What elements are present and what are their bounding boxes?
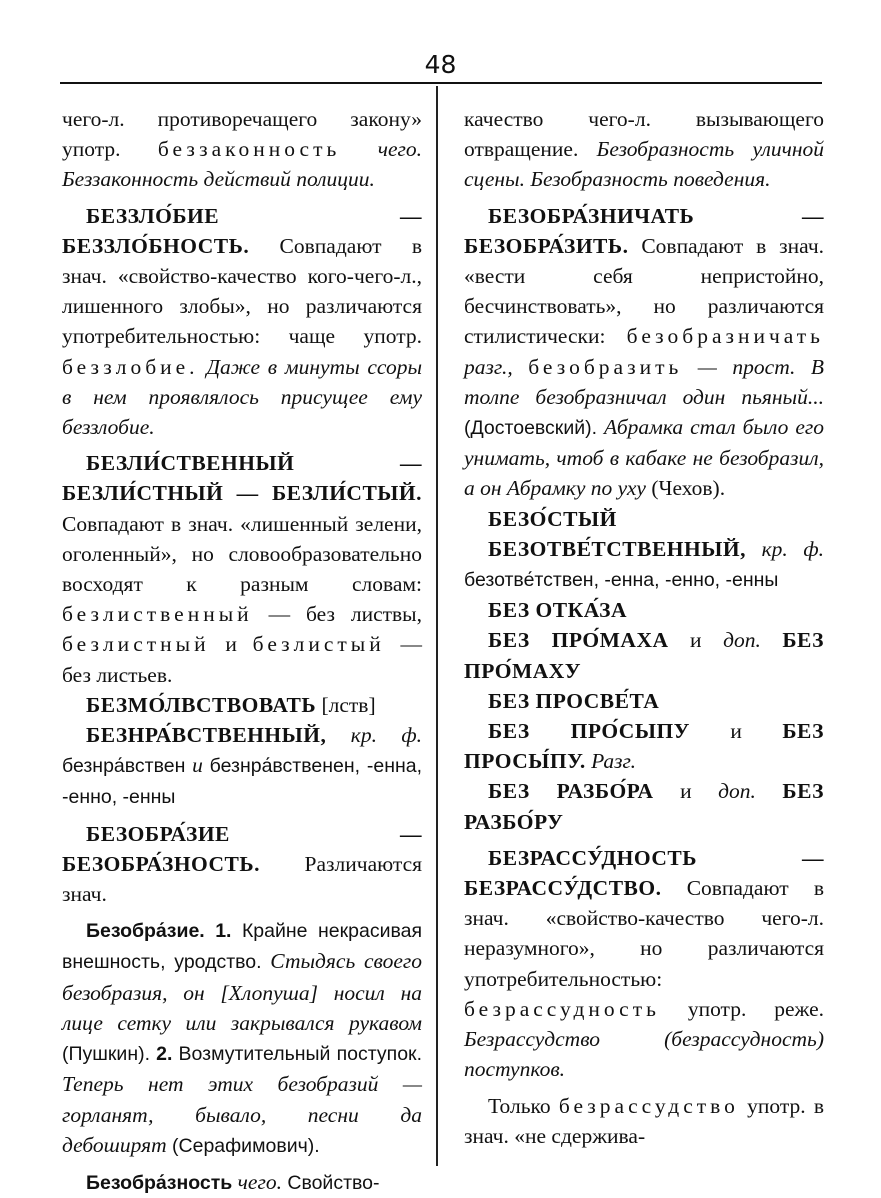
pronunciation-note: [лств]	[321, 692, 376, 717]
headword: БЕЗО́СТЫЙ	[488, 506, 617, 531]
entry-bezobraznichat	[464, 201, 824, 504]
left-column	[62, 104, 422, 1198]
style-label: разг.,	[464, 354, 513, 379]
spaced-term: безлистный	[62, 632, 210, 657]
spaced-term: безлиственный	[62, 602, 253, 627]
word-form: безнра́вствен	[62, 755, 186, 778]
headword: БЕЗЛИ́СТВЕННЫЙ — БЕЗЛИ́СТНЫЙ — БЕЗЛИ́СТЫЙ.	[62, 451, 422, 506]
headword: БЕЗРАССУ́ДНОСТЬ — БЕЗРАССУ́ДСТВО.	[464, 845, 824, 901]
headword: БЕЗОТВЕ́ТСТВЕННЫЙ,	[488, 536, 746, 561]
sense-bezobraznost	[62, 1167, 422, 1198]
headword-variant: БЕЗ ПРОСЫ́ПУ.	[464, 719, 825, 774]
definition-text: Совпадают в знач. «свойство-качество кого-чего-л., лишенного злобы», но различаются употребительностью: чаще употр.	[62, 233, 422, 349]
entry-bez-otkaza	[464, 595, 824, 625]
spaced-term: безрассудность	[464, 996, 660, 1021]
entry-bezmolvstvovat	[62, 690, 422, 720]
entry-bez-prosypu	[464, 716, 824, 776]
sense-bezobrazie	[62, 915, 422, 1161]
definition-text: Различаются знач.	[62, 851, 422, 907]
headword: БЕЗЗЛО́БИЕ — БЕЗЗЛО́БНОСТЬ.	[62, 203, 422, 258]
source-author: (Серафимович).	[172, 1134, 320, 1157]
example-text: Абрамка стал было его унимать, чтоб в кабаке не безобразил, а он Абрамку по уху	[464, 415, 824, 501]
entry-bezotvetstvennyj	[464, 534, 824, 595]
headword-variant: БЕЗ РАЗБО́РУ	[464, 779, 825, 834]
definition-text: употр. в знач. «не сдержива-	[464, 1093, 825, 1148]
grammar-label: доп.	[723, 628, 761, 653]
entry-bezrassudstvo-note	[464, 1091, 824, 1151]
definition-text: Возмутительный поступок.	[178, 1043, 422, 1066]
entry-bez-promaha	[464, 625, 824, 685]
definition-text: чего-л. противоречащего закону» употр.	[62, 107, 422, 162]
style-label: Разг.	[591, 749, 637, 774]
definition-text: — без листвы,	[268, 602, 422, 627]
conjunction: и	[680, 779, 692, 804]
definition-text: Только	[488, 1093, 551, 1118]
example-text: Теперь нет этих безобразий — горланят, бывало, песни да дебоширят	[62, 1072, 422, 1157]
definition-text: и	[225, 632, 237, 657]
right-column	[464, 104, 824, 1151]
spaced-term: безобразничать	[626, 324, 824, 349]
headword: БЕЗМО́ЛВСТВОВАТЬ	[86, 692, 317, 717]
headword: БЕЗОБРА́ЗИЕ — БЕЗОБРА́ЗНОСТЬ.	[62, 821, 422, 876]
word-form: безотве́тствен, -енна, -енно, -енны	[464, 569, 779, 592]
grammar-label: чего.	[237, 1169, 282, 1194]
entry-bez-prosveta	[464, 686, 824, 716]
headword: БЕЗ РАЗБО́РА	[488, 779, 654, 804]
source-author: (Чехов).	[651, 476, 726, 501]
conjunction: и	[192, 753, 203, 778]
column-divider	[436, 86, 438, 1166]
entry-beznravstvennyj	[62, 720, 422, 813]
example-text: Стыдясь своего безобразия, он [Хлопуша] носил на лице сетку или закрывался рукавом	[62, 949, 422, 1035]
word-form: безнра́вственен, -енна, -енно, -енны	[62, 755, 422, 809]
grammar-label: доп.	[718, 779, 756, 804]
headword: БЕЗ ПРОСВЕ́ТА	[488, 688, 660, 713]
headword: БЕЗОБРА́ЗНИЧАТЬ — БЕЗОБРА́ЗИТЬ.	[464, 203, 824, 258]
headword: БЕЗ ПРО́СЫПУ	[488, 719, 690, 744]
spaced-term: беззаконность	[157, 137, 341, 162]
grammar-label: кр. ф.	[761, 536, 825, 561]
example-text: Даже в минуты ссоры в нем проявлялось присущее ему беззлобие.	[62, 354, 422, 440]
spaced-term: беззлобие.	[62, 354, 199, 379]
conjunction: и	[730, 719, 742, 744]
headword-variant: БЕЗ ПРО́МАХУ	[464, 628, 825, 683]
headword: БЕЗ ОТКА́ЗА	[488, 598, 628, 623]
grammar-label: кр. ф.	[350, 723, 423, 748]
sense-heading: Безобра́зие. 1.	[86, 920, 232, 943]
entry-bezobrazie	[62, 819, 422, 910]
entry-continuation	[62, 104, 422, 195]
definition-text: качество чего-л. вызывающего отвращение.	[464, 107, 824, 162]
example-text: Безрассудство (безрассудность) поступков.	[464, 1027, 824, 1082]
header-rule	[60, 82, 822, 84]
entry-continuation	[464, 104, 824, 195]
definition-text: Совпадают в знач. «лишенный зелени, оголенный», но словообразовательно восходят к разным словам:	[62, 511, 422, 597]
page-number: 48	[424, 50, 457, 79]
source-author: (Пушкин).	[62, 1043, 151, 1066]
headword: БЕЗ ПРО́МАХА	[488, 628, 669, 653]
sense-number: 2.	[156, 1043, 173, 1066]
entry-bezlistvennyj	[62, 448, 422, 690]
spaced-term: безлистый	[252, 632, 385, 657]
entry-bez-razbora	[464, 776, 824, 836]
entry-bezostyj	[464, 504, 824, 534]
definition-text: Свойство-	[287, 1171, 380, 1194]
spaced-term: безрассудство	[558, 1093, 739, 1118]
entry-bezrassudnost	[464, 843, 824, 1085]
headword: БЕЗНРА́ВСТВЕННЫЙ,	[86, 723, 327, 748]
spaced-term: безобразить	[528, 354, 683, 379]
example-text: Безобразность уличной сцены. Безобразность поведения.	[464, 137, 824, 192]
definition-text: — без листьев.	[62, 632, 423, 687]
example-text: В толпе безобразничал один пьяный...	[464, 354, 825, 409]
style-label: — прост.	[697, 354, 796, 379]
definition-text: Крайне некрасивая внешность, уродство.	[62, 920, 423, 974]
definition-text: Совпадают в знач. «вести себя непристойно, бесчинствовать», но различаются стилистически:	[464, 233, 825, 349]
definition-text: употр. реже.	[687, 996, 824, 1021]
sense-heading: Безобра́зность	[86, 1171, 233, 1194]
entry-bezzlobie	[62, 201, 422, 443]
example-text: чего. Беззаконность действий полиции.	[62, 137, 423, 192]
definition-text: Совпадают в знач. «свойство-качество чего-л. неразумного», но различаются употребительностью:	[464, 876, 824, 991]
conjunction: и	[690, 628, 702, 653]
source-author: (Достоевский).	[464, 417, 598, 440]
